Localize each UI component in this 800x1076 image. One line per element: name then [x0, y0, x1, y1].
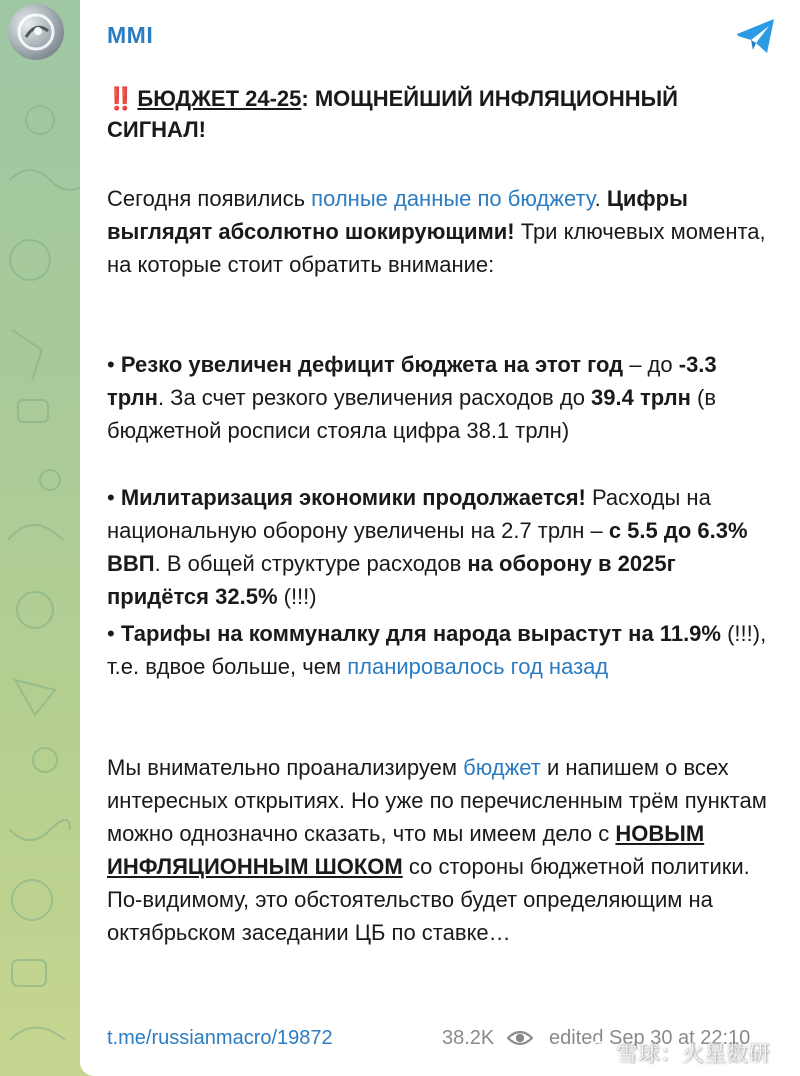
point2-text1: Расходы на национальную оборону увеличены на 2.7 трлн – [107, 485, 711, 543]
view-count: 38.2K [442, 1027, 495, 1049]
channel-name[interactable]: MMI [107, 22, 154, 48]
watermark [584, 1035, 800, 1073]
intro-rest: Три ключевых момента, на которые стоит обратить внимание: [107, 219, 766, 277]
telegram-share-icon [734, 16, 778, 56]
point-militarization [107, 481, 777, 613]
post-permalink[interactable]: t.me/russianmacro/19872 [107, 1027, 333, 1049]
post-closing [107, 751, 777, 949]
point2-bold2: с 5.5 до 6.3% ВВП [107, 518, 748, 576]
channel-avatar[interactable] [8, 4, 64, 60]
point1-bold1: Резко увеличен дефицит бюджета на этот год [120, 352, 624, 377]
bullet: • [107, 621, 121, 646]
point3-bold1: Тарифы на коммуналку для народа вырастут на 11.9% [120, 621, 721, 646]
point3-text1: (!!!), т.е. вдвое больше, чем [107, 621, 767, 679]
edited-timestamp: edited Sep 30 at 22:10 [549, 1027, 751, 1049]
closing-text2: и напишем о всех интересных открытиях. Но уже по перечисленным трём пунктам можно однозначно сказать, что мы имеем дело с [107, 755, 767, 846]
share-button[interactable] [734, 16, 778, 56]
eye-icon [507, 1028, 533, 1048]
post-heading [107, 83, 777, 145]
budget-data-link[interactable]: полные данные по бюджету [311, 186, 595, 211]
point2-text2: . В общей структуре расходов [154, 551, 468, 576]
point1-text2: . За счет резкого увеличения расходов до [157, 385, 592, 410]
point1-text1: – до [623, 352, 679, 377]
snowball-logo-icon [584, 1040, 612, 1068]
bullet: • [107, 352, 121, 377]
bullet: • [107, 485, 121, 510]
double-exclamation-emoji: ‼️ [107, 86, 132, 111]
point2-bold1: Милитаризация экономики продолжается! [120, 485, 586, 510]
message-bubble [80, 0, 800, 1076]
point2-bold3: на оборону в 2025г придётся 32.5% [107, 551, 676, 609]
intro-suffix: . [594, 186, 601, 211]
inflation-shock-text: НОВЫМ ИНФЛЯЦИОННЫМ ШОКОМ [107, 821, 705, 879]
planned-last-year-link[interactable]: планировалось год назад [347, 654, 609, 679]
intro-prefix: Сегодня появились [107, 186, 312, 211]
point1-bold3: 39.4 трлн [591, 385, 691, 410]
point1-text3: (в бюджетной росписи стояла цифра 38.1 трлн) [107, 385, 717, 443]
budget-link[interactable]: бюджет [463, 755, 541, 780]
heading-link[interactable]: БЮДЖЕТ 24-25 [137, 86, 302, 111]
point-deficit [107, 348, 777, 447]
avatar-emblem-icon [8, 4, 64, 60]
post-intro [107, 182, 777, 281]
point1-bold2: -3.3 трлн [107, 352, 717, 410]
watermark-text: 雪球：火星数研 [616, 1041, 771, 1066]
closing-text1: Мы внимательно проанализируем [107, 755, 464, 780]
point2-text3: (!!!) [277, 584, 317, 609]
point-tariffs [107, 617, 777, 683]
intro-bold: Цифры выглядят абсолютно шокирующими! [107, 186, 688, 244]
heading-text: : МОЩНЕЙШИЙ ИНФЛЯЦИОННЫЙ СИГНАЛ! [107, 86, 678, 142]
closing-text3: со стороны бюджетной политики. По-видимому, это обстоятельство будет определяющим на октябрьском заседании ЦБ по ставке… [107, 854, 750, 945]
